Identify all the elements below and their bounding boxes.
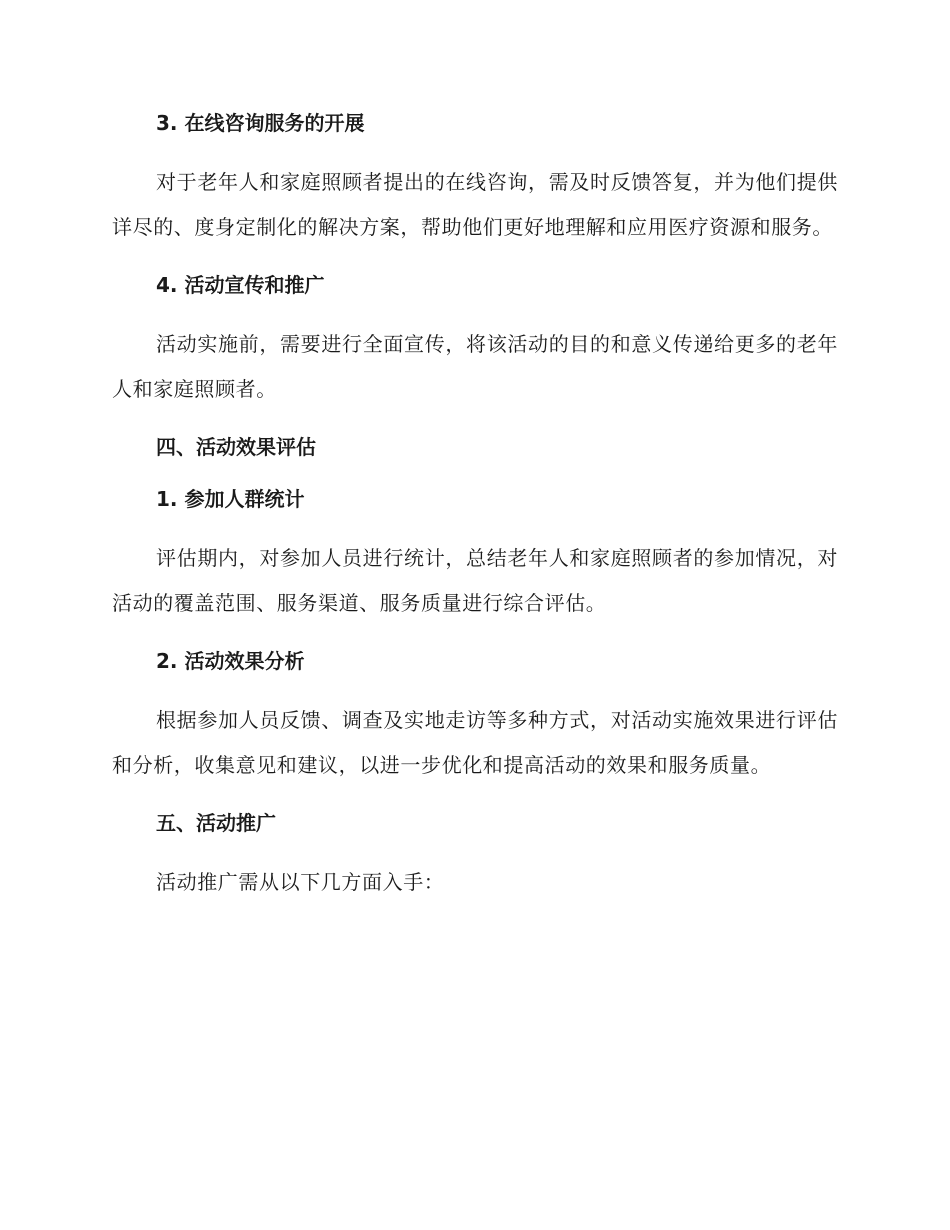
para-participant-stats: 评估期内，对参加人员进行统计，总结老年人和家庭照顾者的参加情况，对活动的覆盖范围、服务渠道、服务质量进行综合评估。 bbox=[112, 546, 838, 615]
para-online-consultation: 对于老年人和家庭照顾者提出的在线咨询，需及时反馈答复，并为他们提供详尽的、度身定制化的解决方案，帮助他们更好地理解和应用医疗资源和服务。 bbox=[112, 170, 838, 239]
para-promotion-intro: 活动推广需从以下几方面入手： bbox=[156, 870, 445, 894]
heading-participant-stats: 1. 参加人群统计 bbox=[156, 487, 305, 511]
heading-online-consultation: 3. 在线咨询服务的开展 bbox=[156, 111, 365, 135]
heading-effect-analysis: 2. 活动效果分析 bbox=[156, 649, 305, 673]
heading-promotion-publicity: 4. 活动宣传和推广 bbox=[156, 273, 325, 297]
para-effect-analysis: 根据参加人员反馈、调查及实地走访等多种方式，对活动实施效果进行评估和分析，收集意见和建议，以进一步优化和提高活动的效果和服务质量。 bbox=[112, 708, 838, 777]
heading-section-promotion: 五、活动推广 bbox=[156, 811, 276, 835]
heading-section-evaluation: 四、活动效果评估 bbox=[156, 435, 316, 459]
para-promotion-publicity: 活动实施前，需要进行全面宣传，将该活动的目的和意义传递给更多的老年人和家庭照顾者。 bbox=[112, 332, 838, 401]
